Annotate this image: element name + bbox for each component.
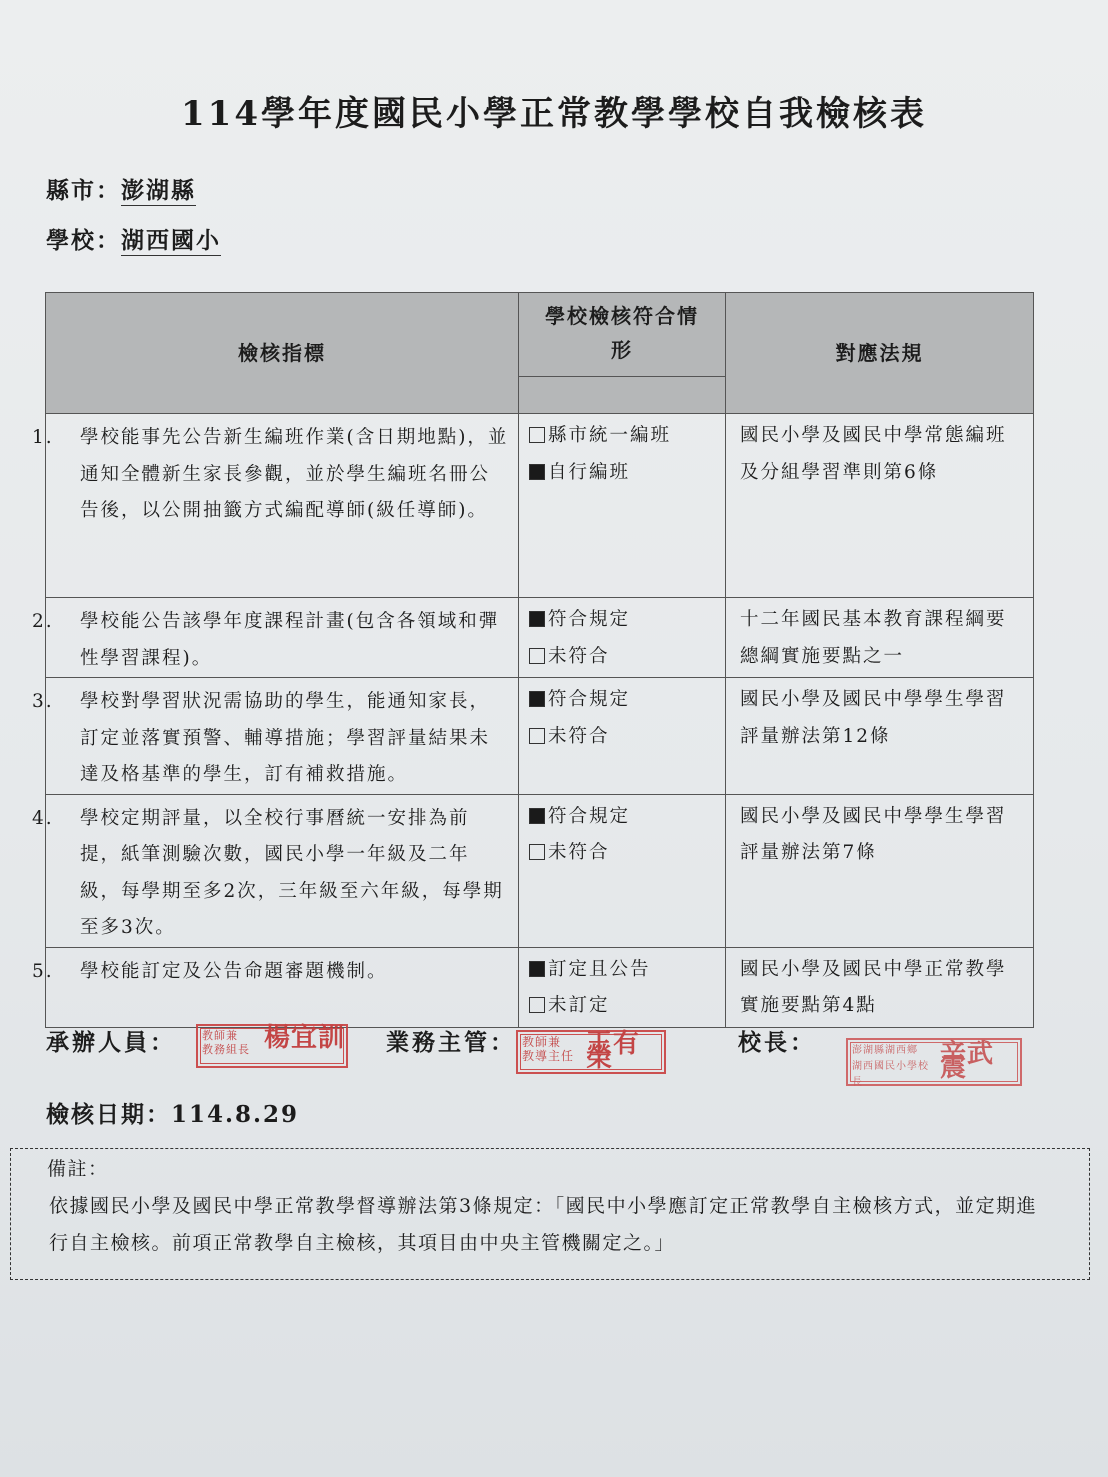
county-label: 縣市：: [46, 177, 121, 204]
county-value: 澎湖縣: [121, 177, 196, 204]
checklist-table: [32, 292, 1034, 1028]
indicator-text: [32, 420, 510, 530]
county-field: [46, 172, 196, 205]
indicator-text: [32, 954, 510, 991]
law-cell: 十二年國民基本教育課程綱要總綱實施要點之一: [726, 598, 1034, 678]
status-option[interactable]: [529, 418, 719, 455]
checkbox-unchecked[interactable]: [529, 844, 545, 860]
status-option[interactable]: [529, 455, 719, 492]
school-value: 湖西國小: [121, 227, 221, 254]
principal-label: 校長：: [738, 1029, 816, 1056]
status-option[interactable]: [529, 799, 719, 836]
law-cell: 國民小學及國民中學常態編班及分組學習準則第6條: [726, 414, 1034, 598]
checkbox-checked[interactable]: [529, 961, 545, 977]
status-option-label: 縣市統一編班: [548, 425, 672, 446]
header-status-sub: [519, 377, 726, 414]
checkbox-checked[interactable]: [529, 464, 545, 480]
indicator-cell: [32, 598, 519, 678]
status-option-label: 符合規定: [548, 805, 631, 827]
status-option-label: 自行編班: [548, 461, 631, 483]
checkbox-unchecked[interactable]: [529, 997, 545, 1013]
checklist-row: [46, 794, 1034, 947]
handler-seal: [196, 1024, 348, 1068]
supervisor-seal-name: 王有榮: [586, 1029, 641, 1073]
indicator-cell: [32, 794, 519, 947]
checkbox-checked[interactable]: [529, 808, 545, 824]
remarks-box: [10, 1148, 1090, 1280]
indicator-number: 5.: [32, 960, 54, 982]
status-option-label: 未訂定: [548, 995, 610, 1016]
handler-label: 承辦人員：: [46, 1029, 176, 1056]
header-law: 對應法規: [726, 293, 1034, 414]
checklist-row: [46, 678, 1034, 795]
status-option-label: 未符合: [548, 725, 610, 747]
indicator-text: [32, 801, 510, 947]
indicator-cell: [32, 414, 519, 598]
indicator-text: [32, 604, 510, 677]
check-date-value: 114.8.29: [171, 1101, 300, 1128]
form-title: 114學年度國民小學正常教學學校自我檢核表: [181, 94, 927, 134]
indicator-description: 學校能訂定及公告命題審題機制。: [80, 960, 388, 982]
checkbox-unchecked[interactable]: [529, 648, 545, 664]
supervisor-seal: [516, 1030, 666, 1074]
handler-seal-title: 教師兼 教務組長: [202, 1029, 250, 1056]
status-option-label: 未符合: [548, 645, 610, 667]
status-option-label: 未符合: [548, 842, 610, 863]
indicator-description: 學校對學習狀況需協助的學生，能通知家長，訂定並落實預警、輔導措施；學習評量結果未達及格基準的學生，訂有補救措施。: [80, 691, 491, 785]
indicator-number: 4.: [32, 807, 54, 829]
indicator-number: 1.: [32, 427, 54, 448]
law-cell: 國民小學及國民中學正常教學實施要點第4點: [726, 947, 1034, 1027]
supervisor-label: 業務主管：: [386, 1029, 516, 1056]
header-status: 學校檢核符合情形: [519, 293, 726, 377]
status-cell: [519, 794, 726, 947]
status-option[interactable]: [529, 988, 719, 1025]
indicator-description: 學校定期評量，以全校行事曆統一安排為前提，紙筆測驗次數，國民小學一年級及二年級，每學期至多2次，三年級至六年級，每學期至多3次。: [80, 807, 504, 938]
indicator-description: 學校能公告該學年度課程計畫(包含各領域和彈性學習課程)。: [80, 611, 500, 669]
checkbox-unchecked[interactable]: [529, 728, 545, 744]
status-option-label: 訂定且公告: [548, 958, 651, 980]
indicator-text: [32, 684, 510, 794]
checkbox-unchecked[interactable]: [529, 427, 545, 443]
status-cell: [519, 598, 726, 678]
status-option-label: 符合規定: [548, 689, 631, 710]
checklist-row: [46, 598, 1034, 678]
indicator-cell: [32, 947, 519, 1027]
status-option[interactable]: [529, 639, 719, 676]
remarks-title: 備註：: [47, 1158, 109, 1180]
checkbox-checked[interactable]: [529, 611, 545, 627]
principal-seal: [846, 1038, 1022, 1086]
header-indicator: 檢核指標: [46, 293, 519, 414]
status-cell: [519, 947, 726, 1027]
status-option[interactable]: [529, 682, 719, 719]
indicator-number: 2.: [32, 611, 54, 632]
status-option-label: 符合規定: [548, 609, 631, 630]
status-option[interactable]: [529, 719, 719, 756]
status-option[interactable]: [529, 602, 719, 639]
handler-seal-name: 楊宜訓: [264, 1023, 346, 1053]
status-option[interactable]: [529, 835, 719, 872]
school-field: [46, 222, 221, 255]
status-cell: [519, 414, 726, 598]
check-date-label: 檢核日期：: [46, 1101, 171, 1128]
principal-seal-title: 澎湖縣湖西鄉 湖西國民小學校長: [852, 1045, 929, 1088]
law-cell: 國民小學及國民中學學生學習評量辦法第7條: [726, 794, 1034, 947]
law-cell: 國民小學及國民中學學生學習評量辦法第12條: [726, 678, 1034, 795]
supervisor-seal-title: 教師兼 教導主任: [522, 1035, 575, 1063]
status-cell: [519, 678, 726, 795]
indicator-cell: [32, 678, 519, 795]
checkbox-checked[interactable]: [529, 691, 545, 707]
indicator-number: 3.: [32, 691, 54, 712]
school-label: 學校：: [46, 227, 121, 254]
indicator-description: 學校能事先公告新生編班作業(含日期地點)，並通知全體新生家長參觀，並於學生編班名冊公告後，以公開抽籤方式編配導師(級任導師)。: [80, 427, 509, 521]
principal-seal-name: 辛武震: [940, 1039, 995, 1083]
checklist-rows: [32, 414, 1034, 1028]
check-date: [46, 1096, 299, 1129]
remarks-body: 依據國民小學及國民中學正常教學督導辦法第3條規定：「國民中小學應訂定正常教學自主檢核方式，並定期進行自主檢核。前項正常教學自主檢核，其項目由中央主管機關定之。」: [49, 1195, 1038, 1254]
status-option[interactable]: [529, 952, 719, 989]
checklist-row: [46, 414, 1034, 598]
checklist-row: [46, 947, 1034, 1027]
